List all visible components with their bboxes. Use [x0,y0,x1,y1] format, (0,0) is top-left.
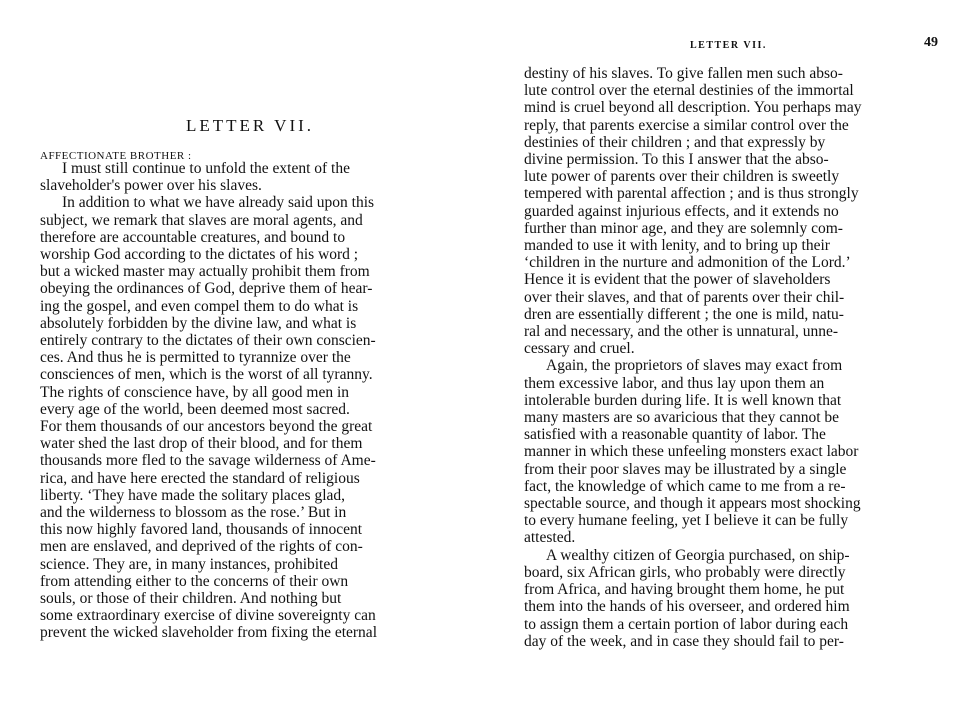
text-line: destiny of his slaves. To give fallen men such abso- [524,65,843,82]
text-line: lute control over the eternal destinies of the immortal [524,82,854,100]
text-line: over their slaves, and that of parents over their chil- [524,288,845,306]
text-line: A wealthy citizen of Georgia purchased, on ship- [546,546,850,564]
text-line: divine permission. To this I answer that the abso- [524,151,829,169]
text-line: from Africa, and having brought them home, he put [524,581,845,599]
text-line: prevent the wicked slaveholder from fixing the eternal [40,624,377,642]
text-line: men are enslaved, and deprived of the rights of con- [40,538,363,556]
running-head: LETTER VII. [690,40,767,51]
text-line: entirely contrary to the dictates of their own conscien- [40,332,376,350]
text-line: dren are essentially different ; the one is mild, natu- [524,305,844,323]
text-line: them into the hands of his overseer, and ordered him [524,598,850,616]
text-line: fact, the knowledge of which came to me from a re- [524,477,846,495]
text-line: ces. And thus he is permitted to tyrannize over the [40,349,351,367]
text-line: destinies of their children ; and that expressly by [524,133,826,151]
text-line: from attending either to the concerns of their own [40,572,349,590]
text-line: cessary and cruel. [524,340,635,358]
text-line: guarded against injurious effects, and it extends no [524,202,839,220]
text-line: Hence it is evident that the power of slaveholders [524,271,831,289]
text-line: water shed the last drop of their blood, and for them [40,435,363,453]
text-line: tempered with parental affection ; and is thus strongly [524,185,859,203]
text-line: The rights of conscience have, by all good men in [40,383,350,401]
text-line: intolerable burden during life. It is well known that [524,391,842,409]
text-line: day of the week, and in case they should fail to per- [524,632,844,650]
text-line: to assign them a certain portion of labor during each [524,615,849,633]
right-page [490,0,980,710]
text-line: from their poor slaves may be illustrated by a single [524,460,847,478]
text-line: mind is cruel beyond all description. You perhaps may [524,99,862,117]
text-line: slaveholder's power over his slaves. [40,177,262,195]
text-line: spectable source, and though it appears most shocking [524,495,861,513]
text-line: many masters are so avaricious that they cannot be [524,409,840,427]
text-line: satisfied with a reasonable quantity of labor. The [524,426,826,444]
text-line: Again, the proprietors of slaves may exact from [546,357,843,375]
text-line: ing the gospel, and even compel them to do what is [40,297,359,315]
text-line: In addition to what we have already said upon this [62,194,375,212]
text-line: ral and necessary, and the other is unnatural, unne- [524,323,839,341]
text-line: liberty. ‘They have made the solitary places glad, [40,486,346,504]
text-line: therefore are accountable creatures, and bound to [40,228,346,246]
text-line: every age of the world, been deemed most sacred. [40,400,350,418]
page-number: 49 [924,35,938,50]
text-line: rica, and have here erected the standard of religious [40,469,360,487]
salutation: AFFECTIONATE BROTHER : [40,150,192,162]
text-line: absolutely forbidden by the divine law, and what is [40,314,357,332]
text-line: subject, we remark that slaves are moral agents, and [40,211,363,229]
text-line: but a wicked master may actually prohibit them from [40,263,370,281]
text-line: them excessive labor, and thus lay upon them an [524,374,825,392]
text-line: souls, or those of their children. And nothing but [40,590,342,608]
text-line: this now highly favored land, thousands of innocent [40,521,363,539]
right-page-body [524,65,944,650]
text-line: lute power of parents over their children is sweetly [524,168,840,186]
text-line: consciences of men, which is the worst of all tyranny. [40,366,373,384]
text-line: manner in which these unfeeling monsters exact labor [524,443,859,461]
text-line: thousands more fled to the savage wilderness of Ame- [40,452,376,470]
text-line: ‘children in the nurture and admonition of the Lord.’ [524,254,851,272]
text-line: worship God according to the dictates of his word ; [40,246,359,264]
left-page-body [40,160,468,642]
text-line: science. They are, in many instances, prohibited [40,555,338,573]
letter-heading: LETTER VII. [185,116,315,135]
text-line: to every humane feeling, yet I believe it can be fully [524,512,849,530]
text-line: manded to use it with lenity, and to bring up their [524,237,830,255]
text-line: I must still continue to unfold the extent of the [62,160,350,177]
text-line: and the wilderness to blossom as the rose.’ But in [40,504,347,522]
text-line: reply, that parents exercise a similar control over the [524,116,849,134]
text-line: some extraordinary exercise of divine sovereignty can [40,607,376,625]
text-line: attested. [524,529,576,547]
text-line: board, six African girls, who probably were directly [524,563,846,581]
text-line: obeying the ordinances of God, deprive them of hear- [40,280,373,298]
text-line: further than minor age, and they are solemnly com- [524,219,843,237]
text-line: For them thousands of our ancestors beyond the great [40,418,373,436]
